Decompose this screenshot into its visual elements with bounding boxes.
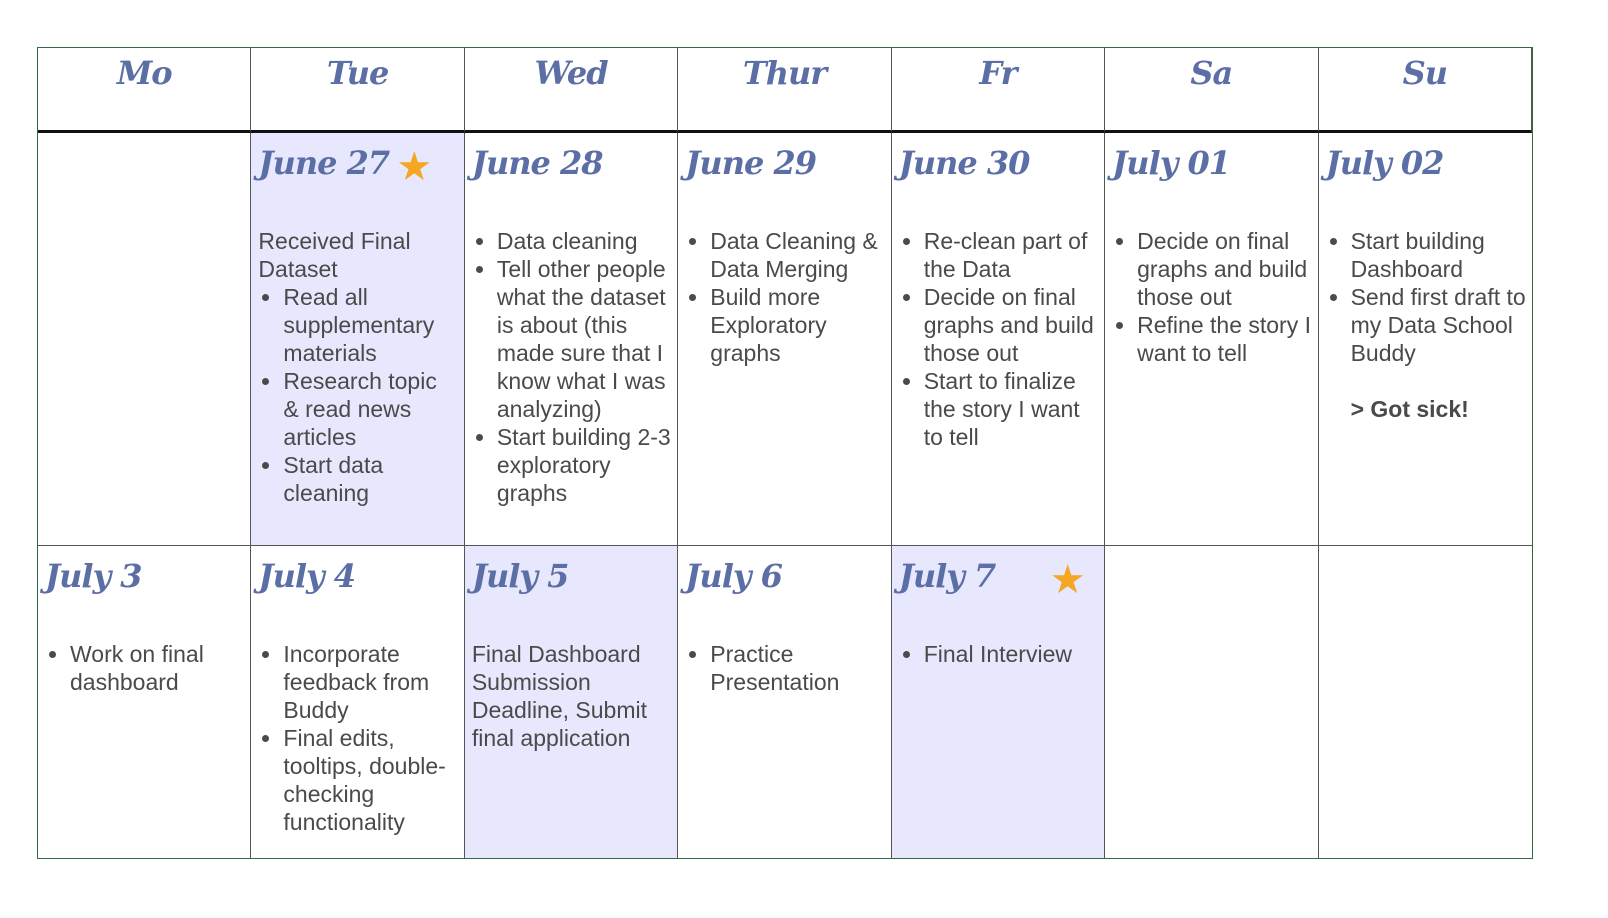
task-item: • Final edits, tooltips, double-checking functionality: [283, 724, 457, 836]
day-cell: [251, 133, 464, 546]
task-bullets: [899, 227, 1098, 451]
task-list: [685, 227, 884, 367]
task-list: [472, 227, 671, 507]
task-list: [258, 640, 457, 836]
task-item: • Work on final dashboard: [70, 640, 244, 696]
task-bullets: [45, 640, 244, 696]
day-cell: [1319, 546, 1532, 858]
task-item: • Start data cleaning: [283, 451, 457, 507]
day-name: Tue: [326, 54, 389, 92]
task-bullets: [258, 640, 457, 836]
task-item: • Final Interview: [924, 640, 1098, 668]
task-list: [258, 227, 457, 507]
date-label: June 28: [471, 144, 603, 182]
task-item: • Tell other people what the dataset is about (this made sure that I know what I was analyzing): [497, 255, 671, 423]
day-name: Sa: [1190, 54, 1233, 92]
date-label: June 27: [258, 144, 390, 182]
date-label: July 3: [45, 557, 142, 595]
day-cell: [251, 546, 464, 858]
date-label: [45, 139, 244, 187]
task-item: • Decide on final graphs and build those out: [1137, 227, 1311, 311]
star-icon: ★: [1049, 558, 1086, 602]
day-header-sa: [1105, 48, 1318, 133]
task-bullets: [472, 227, 671, 507]
lead-text: Final Dashboard Submission Deadline, Submit final application: [471, 641, 647, 751]
task-bullets: [899, 640, 1098, 668]
day-cell: [465, 133, 678, 546]
day-name: Wed: [534, 54, 608, 92]
date-label: July 7: [898, 557, 996, 595]
task-item: • Data cleaning: [497, 227, 671, 255]
day-header-fr: [892, 48, 1105, 133]
task-bullets: [1326, 227, 1526, 367]
date-label: July 4: [258, 557, 355, 595]
task-bullets: [685, 640, 884, 696]
date-label: [1112, 552, 1311, 600]
day-name: Thur: [742, 54, 827, 92]
task-item: • Practice Presentation: [710, 640, 884, 696]
note-text: > Got sick!: [1350, 396, 1469, 422]
day-header-tue: [251, 48, 464, 133]
task-item: • Decide on final graphs and build those out: [924, 283, 1098, 367]
date-label: July 6: [685, 557, 782, 595]
day-cell: [38, 546, 251, 858]
task-item: • Data Cleaning & Data Merging: [710, 227, 884, 283]
task-list: [899, 227, 1098, 451]
day-name: Su: [1402, 54, 1447, 92]
task-item: • Incorporate feedback from Buddy: [283, 640, 457, 724]
day-cell: [892, 546, 1105, 858]
task-item: • Start building Dashboard: [1351, 227, 1526, 283]
star-icon: ★: [396, 145, 433, 189]
date-label: June 30: [898, 144, 1030, 182]
task-item: • Start to finalize the story I want to tell: [924, 367, 1098, 451]
task-bullets: [258, 283, 457, 507]
day-cell: [1105, 546, 1318, 858]
day-cell: [465, 546, 678, 858]
task-list: [1326, 227, 1526, 423]
lead-text: Received Final Dataset: [258, 228, 411, 282]
task-item: • Refine the story I want to tell: [1137, 311, 1311, 367]
task-bullets: [685, 227, 884, 367]
day-cell: [38, 133, 251, 546]
date-label: [1326, 552, 1526, 600]
task-list: [472, 640, 671, 752]
task-list: [899, 640, 1098, 668]
weekly-calendar: [37, 47, 1533, 859]
task-list: [685, 640, 884, 696]
task-item: • Read all supplementary materials: [283, 283, 457, 367]
task-item: • Send first draft to my Data School Buddy: [1351, 283, 1526, 367]
day-name: Fr: [979, 54, 1017, 92]
day-name: Mo: [116, 54, 172, 92]
task-list: [1112, 227, 1311, 367]
day-header-thur: [678, 48, 891, 133]
day-cell: [1319, 133, 1532, 546]
task-item: • Build more Exploratory graphs: [710, 283, 884, 367]
day-header-mo: [38, 48, 251, 133]
date-label: July 5: [471, 557, 569, 595]
task-item: • Re-clean part of the Data: [924, 227, 1098, 283]
day-cell: [678, 133, 891, 546]
day-cell: [892, 133, 1105, 546]
task-item: • Start building 2-3 exploratory graphs: [497, 423, 671, 507]
day-header-wed: [465, 48, 678, 133]
date-label: July 01: [1112, 144, 1230, 182]
day-cell: [1105, 133, 1318, 546]
day-header-su: [1319, 48, 1532, 133]
date-label: June 29: [685, 144, 816, 182]
date-label: July 02: [1325, 144, 1444, 182]
task-bullets: [1112, 227, 1311, 367]
task-item: • Research topic & read news articles: [283, 367, 457, 451]
day-cell: [678, 546, 891, 858]
task-list: [45, 640, 244, 696]
